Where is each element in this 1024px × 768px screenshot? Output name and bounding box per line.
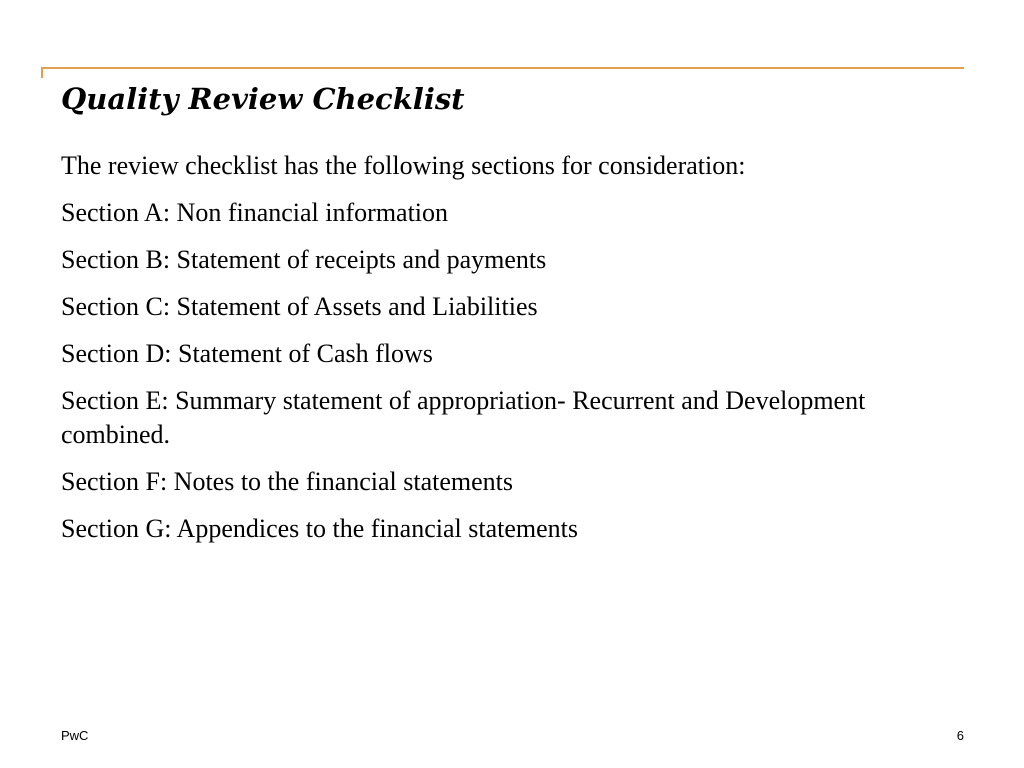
section-d-item: Section D: Statement of Cash flows xyxy=(61,339,433,368)
header-rule-tick xyxy=(41,67,43,78)
section-g-item: Section G: Appendices to the financial statements xyxy=(61,514,578,543)
section-f-item: Section F: Notes to the financial statements xyxy=(61,467,514,496)
slide-title: Quality Review Checklist xyxy=(61,82,465,116)
footer-company: PwC xyxy=(61,728,89,743)
section-c-item: Section C: Statement of Assets and Liabilities xyxy=(61,292,538,321)
intro-paragraph: The review checklist has the following sections for consideration: xyxy=(61,151,746,180)
slide-body xyxy=(61,149,941,559)
section-a-item: Section A: Non financial information xyxy=(61,198,449,227)
header-rule xyxy=(41,67,964,69)
section-b-item: Section B: Statement of receipts and payments xyxy=(61,245,547,274)
section-e-item: Section E: Summary statement of appropriation- Recurrent and Development combined. xyxy=(61,386,866,449)
page-number: 6 xyxy=(956,728,964,743)
